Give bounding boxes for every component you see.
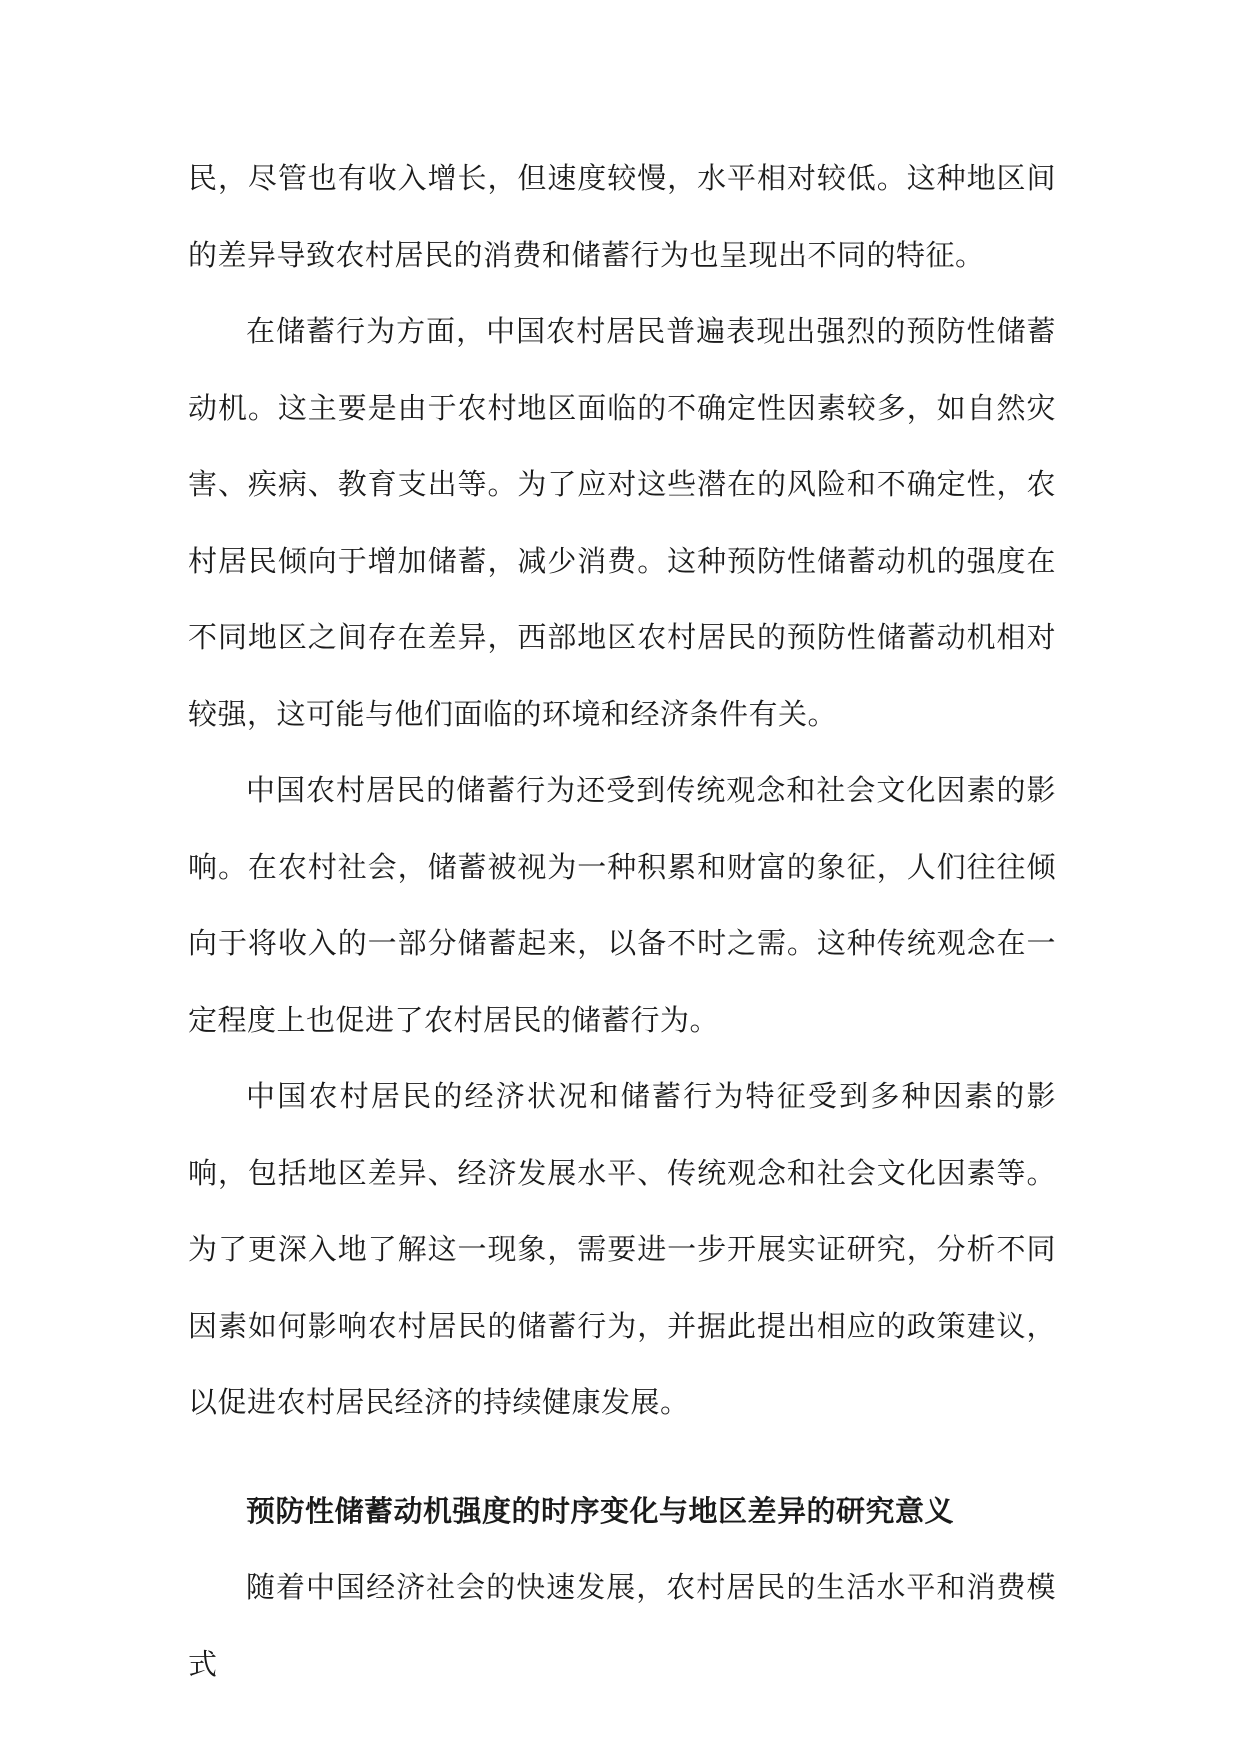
paragraph-continued: 民，尽管也有收入增长，但速度较慢，水平相对较低。这种地区间的差异导致农村居民的消费和储蓄行为也呈现出不同的特征。 (188, 161, 1056, 272)
paragraph-traditional-values: 中国农村居民的储蓄行为还受到传统观念和社会文化因素的影响。在农村社会，储蓄被视为一种积累和财富的象征，人们往往倾向于将收入的一部分储蓄起来，以备不时之需。这种传统观念在一定程度上也促进了农村居民的储蓄行为。 (188, 773, 1056, 1037)
section-heading: 预防性储蓄动机强度的时序变化与地区差异的研究意义 (246, 1493, 955, 1528)
paragraph-savings-motive: 在储蓄行为方面，中国农村居民普遍表现出强烈的预防性储蓄动机。这主要是由于农村地区面临的不确定性因素较多，如自然灾害、疾病、教育支出等。为了应对这些潜在的风险和不确定性，农村居民倾向于增加储蓄，减少消费。这种预防性储蓄动机的强度在不同地区之间存在差异，西部地区农村居民的预防性储蓄动机相对较强，这可能与他们面临的环境和经济条件有关。 (188, 314, 1056, 731)
section-first-paragraph: 随着中国经济社会的快速发展，农村居民的生活水平和消费模式 (188, 1570, 1056, 1681)
paragraph-summary: 中国农村居民的经济状况和储蓄行为特征受到多种因素的影响，包括地区差异、经济发展水平、传统观念和社会文化因素等。为了更深入地了解这一现象，需要进一步开展实证研究，分析不同因素如何影响农村居民的储蓄行为，并据此提出相应的政策建议，以促进农村居民经济的持续健康发展。 (188, 1079, 1056, 1419)
document-body (188, 140, 1056, 1702)
